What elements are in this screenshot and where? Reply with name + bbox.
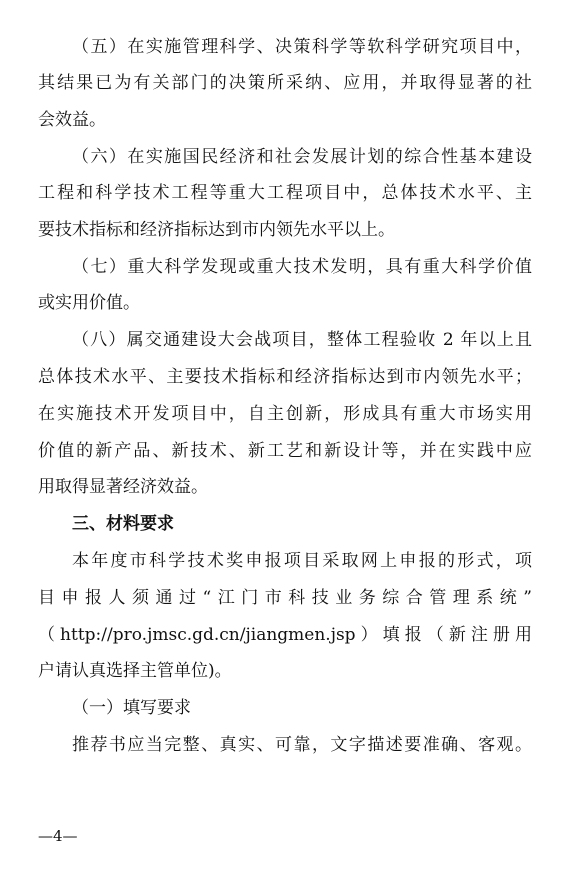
material-paragraph-line-1: 本年度市科学技术奖申报项目采取网上申报的形式，项	[72, 551, 532, 571]
paragraph-6-line-3: 要技术指标和经济指标达到市内领先水平以上。	[38, 220, 395, 240]
paragraph-5-line-3: 会效益。	[38, 110, 106, 130]
paragraph-7-line-2: 或实用价值。	[38, 293, 140, 313]
paragraph-8-line-5: 用取得显著经济效益。	[38, 477, 208, 497]
paragraph-8-line-1: （八）属交通建设大会战项目，整体工程验收 2 年以上且	[72, 330, 532, 350]
fill-requirements-line-1: 推荐书应当完整、真实、可靠，文字描述要准确、客观。	[72, 735, 532, 755]
material-paragraph-line-3-url: （http://pro.jmsc.gd.cn/jiangmen.jsp）填报（新注册用	[38, 625, 532, 645]
subheading-fill-requirements: （一）填写要求	[72, 698, 191, 718]
paragraph-6-line-2: 工程和科学技术工程等重大工程项目中，总体技术水平、主	[38, 183, 532, 203]
paragraph-5-line-1: （五）在实施管理科学、决策科学等软科学研究项目中，	[72, 37, 532, 57]
paragraph-8-line-3: 在实施技术开发项目中，自主创新，形成具有重大市场实用	[38, 404, 532, 424]
paragraph-5-line-2: 其结果已为有关部门的决策所采纳、应用，并取得显著的社	[38, 73, 532, 93]
paragraph-8-line-4: 价值的新产品、新技术、新工艺和新设计等，并在实践中应	[38, 441, 532, 461]
paragraph-6-line-1: （六）在实施国民经济和社会发展计划的综合性基本建设	[72, 147, 532, 167]
section-heading-material-requirements: 三、材料要求	[72, 514, 174, 534]
page-number: —4—	[38, 827, 78, 845]
material-paragraph-line-2: 目申报人须通过“江门市科技业务综合管理系统”	[38, 588, 532, 608]
paragraph-7-line-1: （七）重大科学发现或重大技术发明，具有重大科学价值	[72, 257, 532, 277]
paragraph-8-line-2: 总体技术水平、主要技术指标和经济指标达到市内领先水平；	[38, 367, 532, 387]
material-paragraph-line-4: 户请认真选择主管单位)。	[38, 661, 232, 681]
